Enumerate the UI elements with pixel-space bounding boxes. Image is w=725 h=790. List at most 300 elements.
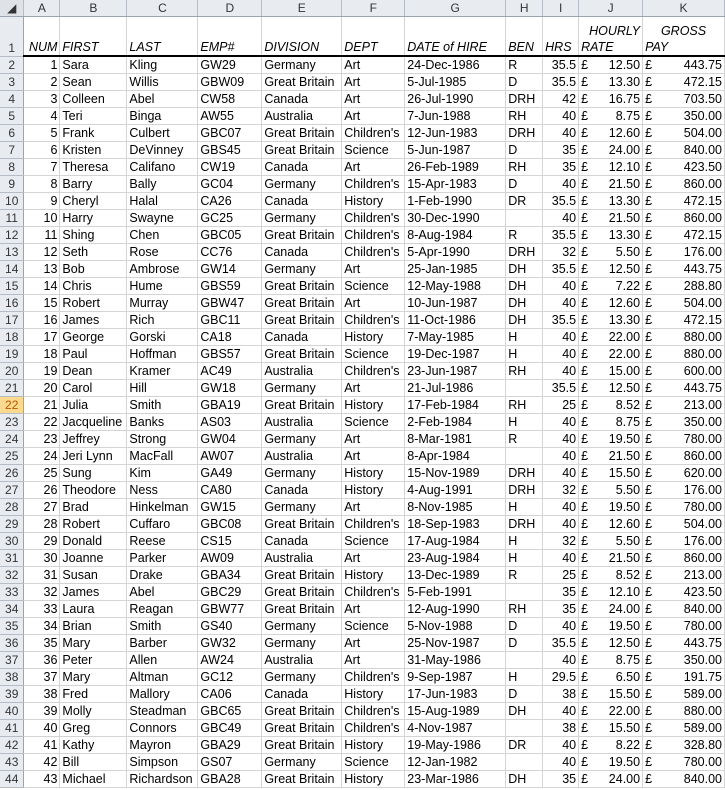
cell-pay[interactable] bbox=[643, 125, 725, 142]
cell-rate[interactable] bbox=[579, 431, 643, 448]
cell-ben[interactable]: DRH bbox=[506, 91, 543, 108]
header-cell-emp[interactable]: EMP# bbox=[198, 17, 262, 57]
header-cell-rate[interactable] bbox=[579, 17, 643, 57]
cell-date[interactable]: 21-Jul-1986 bbox=[405, 380, 506, 397]
cell-pay[interactable] bbox=[643, 397, 725, 414]
cell-last[interactable]: Rose bbox=[127, 244, 198, 261]
header-cell-date[interactable]: DATE of HIRE bbox=[405, 17, 506, 57]
cell-dept[interactable]: Art bbox=[342, 550, 405, 567]
cell-emp[interactable]: AS03 bbox=[198, 414, 262, 431]
cell-pay[interactable] bbox=[643, 771, 725, 788]
cell-date[interactable]: 11-Oct-1986 bbox=[405, 312, 506, 329]
cell-ben[interactable]: DRH bbox=[506, 244, 543, 261]
cell-num[interactable]: 4 bbox=[24, 108, 60, 125]
cell-ben[interactable] bbox=[506, 380, 543, 397]
cell-first[interactable]: Molly bbox=[60, 703, 127, 720]
cell-ben[interactable]: R bbox=[506, 227, 543, 244]
cell-date[interactable]: 12-Jun-1983 bbox=[405, 125, 506, 142]
cell-hrs[interactable]: 42 bbox=[543, 91, 579, 108]
cell-emp[interactable]: GBW77 bbox=[198, 601, 262, 618]
cell-last[interactable]: Kramer bbox=[127, 363, 198, 380]
cell-pay[interactable] bbox=[643, 652, 725, 669]
row-header[interactable]: 37 bbox=[0, 652, 24, 669]
cell-dept[interactable]: Art bbox=[342, 261, 405, 278]
row-header[interactable]: 1 bbox=[0, 17, 24, 57]
cell-num[interactable]: 1 bbox=[24, 56, 60, 74]
cell-num[interactable]: 10 bbox=[24, 210, 60, 227]
cell-last[interactable]: Murray bbox=[127, 295, 198, 312]
cell-date[interactable]: 23-Jun-1987 bbox=[405, 363, 506, 380]
cell-division[interactable]: Canada bbox=[262, 91, 342, 108]
cell-dept[interactable]: Children's bbox=[342, 210, 405, 227]
cell-emp[interactable]: GBA29 bbox=[198, 737, 262, 754]
cell-dept[interactable]: Art bbox=[342, 448, 405, 465]
cell-division[interactable]: Canada bbox=[262, 686, 342, 703]
cell-hrs[interactable]: 38 bbox=[543, 720, 579, 737]
cell-ben[interactable]: D bbox=[506, 618, 543, 635]
cell-emp[interactable]: AW07 bbox=[198, 448, 262, 465]
cell-num[interactable]: 7 bbox=[24, 159, 60, 176]
cell-last[interactable]: Allen bbox=[127, 652, 198, 669]
cell-date[interactable]: 19-Dec-1987 bbox=[405, 346, 506, 363]
cell-dept[interactable]: Children's bbox=[342, 227, 405, 244]
cell-num[interactable]: 13 bbox=[24, 261, 60, 278]
cell-date[interactable]: 10-Jun-1987 bbox=[405, 295, 506, 312]
cell-emp[interactable]: AW24 bbox=[198, 652, 262, 669]
cell-emp[interactable]: AW09 bbox=[198, 550, 262, 567]
cell-emp[interactable]: GBA28 bbox=[198, 771, 262, 788]
cell-ben[interactable] bbox=[506, 448, 543, 465]
column-header-g[interactable]: G bbox=[405, 0, 506, 17]
cell-emp[interactable]: GW04 bbox=[198, 431, 262, 448]
cell-ben[interactable]: R bbox=[506, 431, 543, 448]
row-header[interactable]: 44 bbox=[0, 771, 24, 788]
cell-dept[interactable]: Art bbox=[342, 601, 405, 618]
cell-first[interactable]: Laura bbox=[60, 601, 127, 618]
cell-hrs[interactable]: 25 bbox=[543, 397, 579, 414]
cell-last[interactable]: Kim bbox=[127, 465, 198, 482]
cell-rate[interactable] bbox=[579, 380, 643, 397]
cell-date[interactable]: 24-Dec-1986 bbox=[405, 56, 506, 74]
cell-division[interactable]: Australia bbox=[262, 414, 342, 431]
cell-last[interactable]: Simpson bbox=[127, 754, 198, 771]
cell-last[interactable]: Smith bbox=[127, 618, 198, 635]
cell-dept[interactable]: History bbox=[342, 329, 405, 346]
cell-num[interactable]: 24 bbox=[24, 448, 60, 465]
cell-pay[interactable] bbox=[643, 244, 725, 261]
cell-dept[interactable]: Children's bbox=[342, 176, 405, 193]
cell-ben[interactable]: R bbox=[506, 56, 543, 74]
row-header[interactable]: 33 bbox=[0, 584, 24, 601]
cell-rate[interactable] bbox=[579, 465, 643, 482]
cell-pay[interactable] bbox=[643, 635, 725, 652]
header-cell-dept[interactable]: DEPT bbox=[342, 17, 405, 57]
select-all-corner[interactable]: ◢ bbox=[0, 0, 24, 17]
cell-first[interactable]: Chris bbox=[60, 278, 127, 295]
cell-hrs[interactable]: 35.5 bbox=[543, 56, 579, 74]
cell-ben[interactable]: DRH bbox=[506, 125, 543, 142]
cell-ben[interactable]: H bbox=[506, 499, 543, 516]
cell-ben[interactable]: D bbox=[506, 635, 543, 652]
cell-last[interactable]: Altman bbox=[127, 669, 198, 686]
cell-date[interactable]: 4-Aug-1991 bbox=[405, 482, 506, 499]
cell-ben[interactable]: D bbox=[506, 74, 543, 91]
cell-last[interactable]: Willis bbox=[127, 74, 198, 91]
cell-hrs[interactable]: 40 bbox=[543, 448, 579, 465]
cell-num[interactable]: 6 bbox=[24, 142, 60, 159]
cell-pay[interactable] bbox=[643, 567, 725, 584]
cell-hrs[interactable]: 40 bbox=[543, 431, 579, 448]
cell-division[interactable]: Great Britain bbox=[262, 346, 342, 363]
cell-division[interactable]: Germany bbox=[262, 431, 342, 448]
cell-date[interactable]: 8-Apr-1984 bbox=[405, 448, 506, 465]
cell-division[interactable]: Canada bbox=[262, 533, 342, 550]
cell-pay[interactable] bbox=[643, 601, 725, 618]
cell-last[interactable]: Parker bbox=[127, 550, 198, 567]
column-header-f[interactable]: F bbox=[342, 0, 405, 17]
cell-dept[interactable]: Children's bbox=[342, 584, 405, 601]
cell-dept[interactable]: Science bbox=[342, 754, 405, 771]
cell-hrs[interactable]: 29.5 bbox=[543, 669, 579, 686]
cell-hrs[interactable]: 40 bbox=[543, 125, 579, 142]
cell-hrs[interactable]: 35.5 bbox=[543, 227, 579, 244]
cell-emp[interactable]: GS40 bbox=[198, 618, 262, 635]
cell-first[interactable]: Michael bbox=[60, 771, 127, 788]
cell-division[interactable]: Great Britain bbox=[262, 567, 342, 584]
cell-num[interactable]: 20 bbox=[24, 380, 60, 397]
cell-dept[interactable]: Children's bbox=[342, 720, 405, 737]
cell-hrs[interactable]: 40 bbox=[543, 703, 579, 720]
cell-hrs[interactable]: 35 bbox=[543, 771, 579, 788]
cell-first[interactable]: Shing bbox=[60, 227, 127, 244]
row-header[interactable]: 5 bbox=[0, 108, 24, 125]
cell-emp[interactable]: GBC49 bbox=[198, 720, 262, 737]
cell-dept[interactable]: History bbox=[342, 686, 405, 703]
row-header[interactable]: 40 bbox=[0, 703, 24, 720]
cell-first[interactable]: Mary bbox=[60, 635, 127, 652]
cell-division[interactable]: Australia bbox=[262, 652, 342, 669]
cell-dept[interactable]: History bbox=[342, 193, 405, 210]
cell-emp[interactable]: CW19 bbox=[198, 159, 262, 176]
header-cell-last[interactable]: LAST bbox=[127, 17, 198, 57]
cell-hrs[interactable]: 40 bbox=[543, 329, 579, 346]
cell-first[interactable]: Theresa bbox=[60, 159, 127, 176]
cell-dept[interactable]: Science bbox=[342, 414, 405, 431]
row-header[interactable]: 42 bbox=[0, 737, 24, 754]
cell-num[interactable]: 3 bbox=[24, 91, 60, 108]
cell-num[interactable]: 26 bbox=[24, 482, 60, 499]
cell-division[interactable]: Australia bbox=[262, 550, 342, 567]
cell-first[interactable]: Brad bbox=[60, 499, 127, 516]
cell-division[interactable]: Great Britain bbox=[262, 397, 342, 414]
row-header[interactable]: 4 bbox=[0, 91, 24, 108]
cell-rate[interactable] bbox=[579, 329, 643, 346]
cell-pay[interactable] bbox=[643, 550, 725, 567]
cell-pay[interactable] bbox=[643, 380, 725, 397]
cell-rate[interactable] bbox=[579, 669, 643, 686]
cell-division[interactable]: Canada bbox=[262, 482, 342, 499]
cell-num[interactable]: 23 bbox=[24, 431, 60, 448]
cell-date[interactable]: 12-Jan-1982 bbox=[405, 754, 506, 771]
column-header-h[interactable]: H bbox=[506, 0, 543, 17]
cell-emp[interactable]: GBW09 bbox=[198, 74, 262, 91]
cell-ben[interactable]: DRH bbox=[506, 482, 543, 499]
cell-rate[interactable] bbox=[579, 618, 643, 635]
cell-num[interactable]: 41 bbox=[24, 737, 60, 754]
row-header[interactable]: 20 bbox=[0, 363, 24, 380]
cell-dept[interactable]: History bbox=[342, 397, 405, 414]
cell-pay[interactable] bbox=[643, 737, 725, 754]
row-header[interactable]: 13 bbox=[0, 244, 24, 261]
cell-ben[interactable]: RH bbox=[506, 363, 543, 380]
cell-pay[interactable] bbox=[643, 482, 725, 499]
cell-hrs[interactable]: 40 bbox=[543, 618, 579, 635]
cell-last[interactable]: MacFall bbox=[127, 448, 198, 465]
cell-rate[interactable] bbox=[579, 448, 643, 465]
cell-rate[interactable] bbox=[579, 397, 643, 414]
cell-date[interactable]: 4-Nov-1987 bbox=[405, 720, 506, 737]
row-header[interactable]: 3 bbox=[0, 74, 24, 91]
cell-division[interactable]: Australia bbox=[262, 363, 342, 380]
cell-pay[interactable] bbox=[643, 499, 725, 516]
cell-date[interactable]: 12-May-1988 bbox=[405, 278, 506, 295]
cell-first[interactable]: Robert bbox=[60, 516, 127, 533]
cell-rate[interactable] bbox=[579, 601, 643, 618]
cell-ben[interactable] bbox=[506, 210, 543, 227]
row-header[interactable]: 18 bbox=[0, 329, 24, 346]
cell-emp[interactable]: CA06 bbox=[198, 686, 262, 703]
cell-hrs[interactable]: 40 bbox=[543, 346, 579, 363]
cell-division[interactable]: Canada bbox=[262, 244, 342, 261]
cell-last[interactable]: Abel bbox=[127, 91, 198, 108]
cell-emp[interactable]: GBC65 bbox=[198, 703, 262, 720]
cell-first[interactable]: Sung bbox=[60, 465, 127, 482]
cell-emp[interactable]: GBS45 bbox=[198, 142, 262, 159]
cell-emp[interactable]: GBS57 bbox=[198, 346, 262, 363]
cell-ben[interactable]: DRH bbox=[506, 516, 543, 533]
cell-emp[interactable]: GW32 bbox=[198, 635, 262, 652]
cell-rate[interactable] bbox=[579, 312, 643, 329]
cell-division[interactable]: Great Britain bbox=[262, 312, 342, 329]
cell-dept[interactable]: Art bbox=[342, 380, 405, 397]
cell-hrs[interactable]: 40 bbox=[543, 295, 579, 312]
cell-date[interactable]: 17-Jun-1983 bbox=[405, 686, 506, 703]
cell-dept[interactable]: Art bbox=[342, 499, 405, 516]
cell-emp[interactable]: GBA19 bbox=[198, 397, 262, 414]
cell-dept[interactable]: Children's bbox=[342, 244, 405, 261]
column-header-e[interactable]: E bbox=[262, 0, 342, 17]
cell-emp[interactable]: GBC08 bbox=[198, 516, 262, 533]
cell-emp[interactable]: GBC11 bbox=[198, 312, 262, 329]
cell-rate[interactable] bbox=[579, 176, 643, 193]
row-header[interactable]: 35 bbox=[0, 618, 24, 635]
cell-ben[interactable]: D bbox=[506, 142, 543, 159]
row-header[interactable]: 6 bbox=[0, 125, 24, 142]
cell-pay[interactable] bbox=[643, 533, 725, 550]
cell-pay[interactable] bbox=[643, 448, 725, 465]
cell-rate[interactable] bbox=[579, 56, 643, 74]
cell-emp[interactable]: GC04 bbox=[198, 176, 262, 193]
cell-dept[interactable]: Children's bbox=[342, 125, 405, 142]
cell-first[interactable]: Susan bbox=[60, 567, 127, 584]
cell-ben[interactable]: DR bbox=[506, 737, 543, 754]
cell-last[interactable]: Reese bbox=[127, 533, 198, 550]
cell-dept[interactable]: Children's bbox=[342, 312, 405, 329]
column-header-j[interactable]: J bbox=[579, 0, 643, 17]
cell-rate[interactable] bbox=[579, 244, 643, 261]
cell-hrs[interactable]: 32 bbox=[543, 482, 579, 499]
cell-last[interactable]: Halal bbox=[127, 193, 198, 210]
cell-last[interactable]: Bally bbox=[127, 176, 198, 193]
cell-num[interactable]: 27 bbox=[24, 499, 60, 516]
cell-ben[interactable]: H bbox=[506, 669, 543, 686]
cell-num[interactable]: 40 bbox=[24, 720, 60, 737]
cell-last[interactable]: Steadman bbox=[127, 703, 198, 720]
cell-last[interactable]: Binga bbox=[127, 108, 198, 125]
cell-hrs[interactable]: 35 bbox=[543, 142, 579, 159]
cell-rate[interactable] bbox=[579, 635, 643, 652]
cell-last[interactable]: Hinkelman bbox=[127, 499, 198, 516]
cell-hrs[interactable]: 40 bbox=[543, 278, 579, 295]
cell-last[interactable]: Swayne bbox=[127, 210, 198, 227]
cell-hrs[interactable]: 35.5 bbox=[543, 193, 579, 210]
cell-emp[interactable]: CA80 bbox=[198, 482, 262, 499]
cell-rate[interactable] bbox=[579, 771, 643, 788]
cell-rate[interactable] bbox=[579, 516, 643, 533]
cell-last[interactable]: Mayron bbox=[127, 737, 198, 754]
cell-ben[interactable] bbox=[506, 720, 543, 737]
cell-rate[interactable] bbox=[579, 482, 643, 499]
cell-hrs[interactable]: 32 bbox=[543, 244, 579, 261]
cell-dept[interactable]: History bbox=[342, 737, 405, 754]
cell-pay[interactable] bbox=[643, 210, 725, 227]
cell-pay[interactable] bbox=[643, 414, 725, 431]
cell-division[interactable]: Germany bbox=[262, 618, 342, 635]
cell-hrs[interactable]: 40 bbox=[543, 176, 579, 193]
cell-division[interactable]: Germany bbox=[262, 754, 342, 771]
cell-date[interactable]: 19-May-1986 bbox=[405, 737, 506, 754]
cell-last[interactable]: Hill bbox=[127, 380, 198, 397]
cell-date[interactable]: 8-Nov-1985 bbox=[405, 499, 506, 516]
cell-dept[interactable]: Children's bbox=[342, 703, 405, 720]
row-header[interactable]: 26 bbox=[0, 465, 24, 482]
cell-date[interactable]: 7-May-1985 bbox=[405, 329, 506, 346]
cell-emp[interactable]: GW18 bbox=[198, 380, 262, 397]
cell-emp[interactable]: GBC05 bbox=[198, 227, 262, 244]
row-header[interactable]: 14 bbox=[0, 261, 24, 278]
cell-rate[interactable] bbox=[579, 278, 643, 295]
cell-pay[interactable] bbox=[643, 56, 725, 74]
cell-ben[interactable] bbox=[506, 584, 543, 601]
cell-emp[interactable]: GS07 bbox=[198, 754, 262, 771]
row-header[interactable]: 43 bbox=[0, 754, 24, 771]
cell-hrs[interactable]: 40 bbox=[543, 414, 579, 431]
cell-ben[interactable] bbox=[506, 754, 543, 771]
header-cell-num[interactable]: NUM bbox=[24, 17, 60, 57]
cell-rate[interactable] bbox=[579, 125, 643, 142]
cell-date[interactable]: 8-Aug-1984 bbox=[405, 227, 506, 244]
cell-pay[interactable] bbox=[643, 295, 725, 312]
cell-num[interactable]: 5 bbox=[24, 125, 60, 142]
cell-dept[interactable]: Science bbox=[342, 142, 405, 159]
cell-num[interactable]: 8 bbox=[24, 176, 60, 193]
cell-division[interactable]: Great Britain bbox=[262, 142, 342, 159]
cell-emp[interactable]: AW55 bbox=[198, 108, 262, 125]
cell-hrs[interactable]: 35.5 bbox=[543, 261, 579, 278]
cell-num[interactable]: 11 bbox=[24, 227, 60, 244]
cell-first[interactable]: Mary bbox=[60, 669, 127, 686]
cell-pay[interactable] bbox=[643, 278, 725, 295]
cell-hrs[interactable]: 40 bbox=[543, 465, 579, 482]
cell-dept[interactable]: Art bbox=[342, 431, 405, 448]
cell-date[interactable]: 30-Dec-1990 bbox=[405, 210, 506, 227]
cell-pay[interactable] bbox=[643, 329, 725, 346]
cell-rate[interactable] bbox=[579, 720, 643, 737]
cell-ben[interactable]: D bbox=[506, 686, 543, 703]
cell-num[interactable]: 37 bbox=[24, 669, 60, 686]
row-header[interactable]: 36 bbox=[0, 635, 24, 652]
cell-division[interactable]: Germany bbox=[262, 56, 342, 74]
cell-emp[interactable]: GW14 bbox=[198, 261, 262, 278]
cell-num[interactable]: 43 bbox=[24, 771, 60, 788]
cell-num[interactable]: 22 bbox=[24, 414, 60, 431]
cell-pay[interactable] bbox=[643, 516, 725, 533]
cell-hrs[interactable]: 40 bbox=[543, 652, 579, 669]
cell-pay[interactable] bbox=[643, 346, 725, 363]
cell-hrs[interactable]: 40 bbox=[543, 108, 579, 125]
row-header[interactable]: 25 bbox=[0, 448, 24, 465]
cell-rate[interactable] bbox=[579, 567, 643, 584]
cell-division[interactable]: Great Britain bbox=[262, 227, 342, 244]
row-header[interactable]: 8 bbox=[0, 159, 24, 176]
cell-rate[interactable] bbox=[579, 346, 643, 363]
cell-hrs[interactable]: 25 bbox=[543, 567, 579, 584]
cell-ben[interactable]: RH bbox=[506, 397, 543, 414]
cell-last[interactable]: Ambrose bbox=[127, 261, 198, 278]
row-header[interactable]: 31 bbox=[0, 550, 24, 567]
cell-ben[interactable]: DRH bbox=[506, 465, 543, 482]
cell-pay[interactable] bbox=[643, 159, 725, 176]
column-header-d[interactable]: D bbox=[198, 0, 262, 17]
cell-date[interactable]: 26-Jul-1990 bbox=[405, 91, 506, 108]
cell-num[interactable]: 14 bbox=[24, 278, 60, 295]
cell-ben[interactable]: H bbox=[506, 346, 543, 363]
cell-emp[interactable]: GBC07 bbox=[198, 125, 262, 142]
cell-rate[interactable] bbox=[579, 533, 643, 550]
row-header[interactable]: 29 bbox=[0, 516, 24, 533]
cell-last[interactable]: Banks bbox=[127, 414, 198, 431]
cell-last[interactable]: Ness bbox=[127, 482, 198, 499]
column-header-k[interactable]: K bbox=[643, 0, 725, 17]
cell-first[interactable]: Dean bbox=[60, 363, 127, 380]
cell-last[interactable]: Connors bbox=[127, 720, 198, 737]
cell-last[interactable]: Kling bbox=[127, 56, 198, 74]
cell-emp[interactable]: GA49 bbox=[198, 465, 262, 482]
cell-last[interactable]: Abel bbox=[127, 584, 198, 601]
cell-first[interactable]: Teri bbox=[60, 108, 127, 125]
cell-first[interactable]: Bill bbox=[60, 754, 127, 771]
cell-rate[interactable] bbox=[579, 142, 643, 159]
cell-pay[interactable] bbox=[643, 703, 725, 720]
cell-first[interactable]: Colleen bbox=[60, 91, 127, 108]
cell-division[interactable]: Great Britain bbox=[262, 737, 342, 754]
cell-hrs[interactable]: 40 bbox=[543, 737, 579, 754]
cell-num[interactable]: 25 bbox=[24, 465, 60, 482]
cell-last[interactable]: Smith bbox=[127, 397, 198, 414]
cell-emp[interactable]: AC49 bbox=[198, 363, 262, 380]
cell-date[interactable]: 23-Mar-1986 bbox=[405, 771, 506, 788]
cell-hrs[interactable]: 40 bbox=[543, 499, 579, 516]
